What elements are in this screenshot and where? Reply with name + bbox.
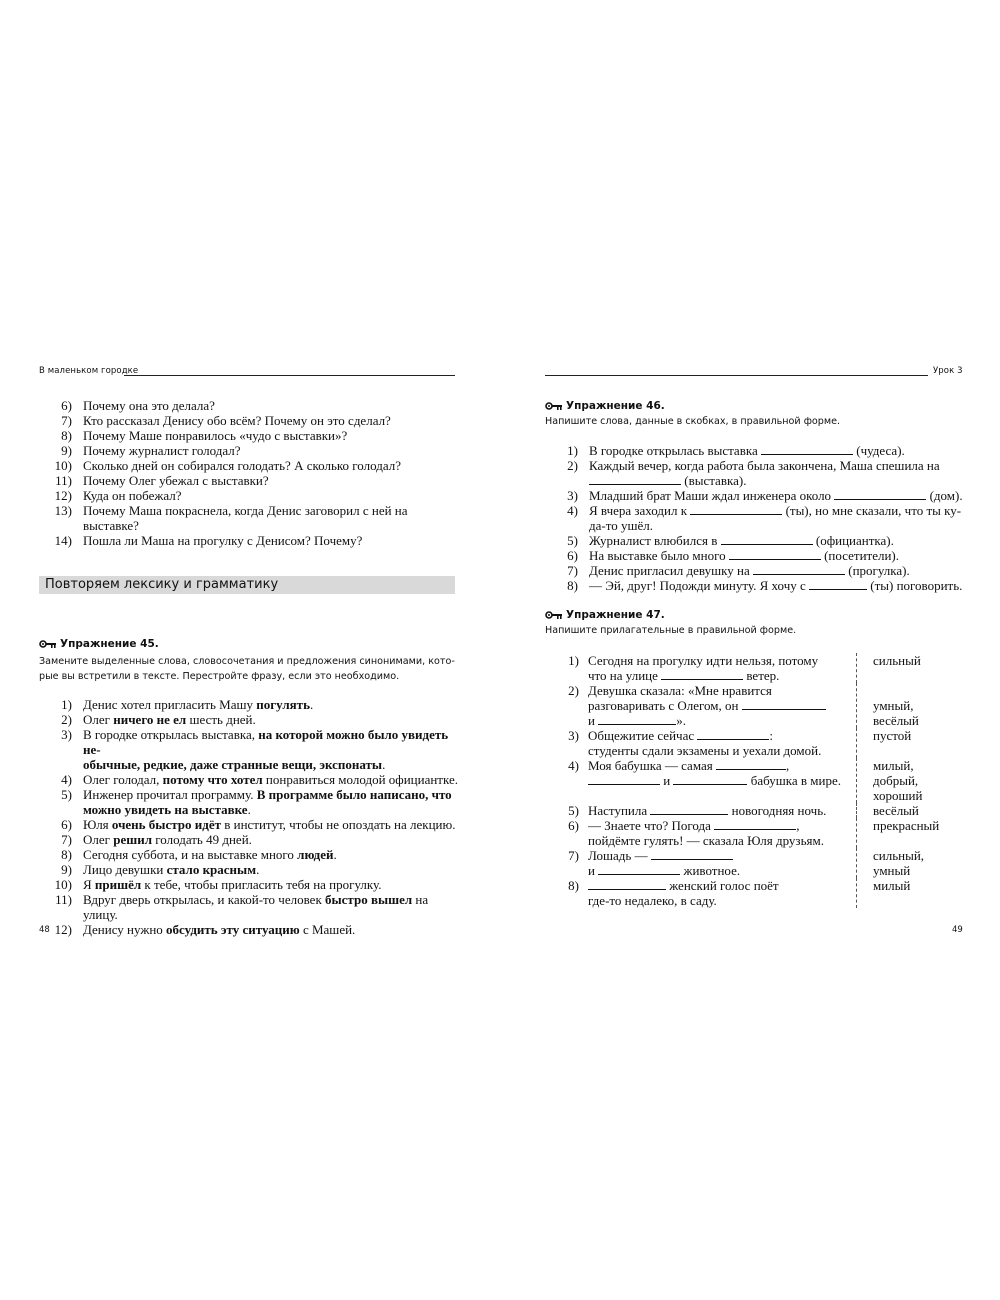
answer-blank[interactable]	[588, 878, 666, 890]
item-number: 13)	[54, 503, 72, 518]
item-number: 1)	[61, 697, 72, 712]
exercise-item	[39, 772, 459, 787]
text-run: Сегодня на прогулку идти нельзя, потому	[588, 653, 819, 668]
answer-blank[interactable]	[697, 728, 769, 740]
item-number: 5)	[61, 787, 72, 802]
exercise-item	[39, 712, 459, 727]
answer-blank[interactable]	[589, 473, 681, 485]
text-run: шесть дней.	[186, 712, 256, 727]
exercise-item	[39, 697, 459, 712]
item-number: 10)	[54, 877, 72, 892]
answer-blank[interactable]	[690, 503, 782, 515]
exercise-item	[39, 787, 459, 817]
item-number: 8)	[568, 878, 579, 893]
running-head-right: Урок 3	[933, 366, 963, 376]
key-icon	[545, 401, 563, 409]
text-run: женский голос поёт	[666, 878, 779, 893]
text-line	[588, 743, 856, 758]
highlighted-phrase: можно увидеть на выставке	[83, 802, 248, 817]
exercise-46-items	[545, 443, 970, 593]
text-run: да-то ушёл.	[589, 518, 653, 533]
text-run: Денис пригласил девушку на	[589, 563, 753, 578]
comprehension-questions	[39, 398, 459, 548]
exercise-text	[588, 728, 857, 758]
text-run: :	[769, 728, 773, 743]
question-text: Куда он побежал?	[83, 488, 182, 503]
text-run: Лошадь —	[588, 848, 651, 863]
item-number: 8)	[61, 847, 72, 862]
question-item	[39, 533, 459, 548]
instr-line: рые вы встретили в тексте. Перестройте фразу, если это необходимо.	[39, 671, 400, 682]
exercise-47-title	[545, 609, 665, 621]
answer-blank[interactable]	[714, 818, 796, 830]
item-number: 9)	[61, 443, 72, 458]
adjective-hint: сильный,	[873, 848, 925, 863]
text-line	[588, 803, 856, 818]
item-number: 8)	[61, 428, 72, 443]
exercise-row	[545, 758, 939, 803]
adjective-hint: сильный	[873, 653, 921, 668]
page-number-right: 49	[952, 925, 963, 935]
text-line	[588, 863, 856, 878]
question-text: Почему Маше понравилось «чудо с выставки»?	[83, 428, 348, 443]
exercise-45-title	[39, 638, 159, 650]
item-number: 7)	[61, 832, 72, 847]
answer-blank[interactable]	[721, 533, 813, 545]
adjective-hints	[857, 848, 940, 878]
item-number: 10)	[54, 458, 72, 473]
adjective-hint	[873, 833, 939, 848]
highlighted-phrase: потому что хотел	[162, 772, 263, 787]
text-run: ,	[796, 818, 800, 833]
item-number: 2)	[567, 458, 578, 473]
text-run: ,	[785, 758, 790, 773]
adjective-hint	[873, 743, 939, 758]
exercise-row	[545, 653, 939, 683]
text-run: На выставке было много	[589, 548, 729, 563]
item-number: 11)	[55, 892, 72, 907]
question-text: Пошла ли Маша на прогулку с Денисом? Почему?	[83, 533, 363, 548]
text-run: .	[247, 802, 251, 817]
item-number: 3)	[61, 727, 72, 742]
exercise-item	[545, 578, 970, 593]
exercise-item	[545, 503, 970, 533]
header-rule-left	[124, 375, 455, 376]
exercise-47-table	[545, 653, 939, 908]
text-run: бабушка в мире.	[747, 773, 841, 788]
question-item	[39, 488, 459, 503]
text-run: Каждый вечер, когда работа была закончена, Маша спешила на	[589, 458, 940, 473]
adjective-hint: прекрасный	[873, 818, 940, 833]
text-run: Вдруг дверь открылась, и какой-то человек	[83, 892, 326, 907]
text-run: к тебе, чтобы пригласить тебя на прогулку.	[141, 877, 382, 892]
text-line	[588, 653, 856, 668]
text-run: (чудеса).	[852, 443, 905, 458]
item-number: 7)	[567, 563, 578, 578]
text-run: .	[256, 862, 260, 877]
item-number: 6)	[61, 817, 72, 832]
question-text: Сколько дней он собирался голодать? А сколько голодал?	[83, 458, 401, 473]
text-run: Я	[83, 877, 95, 892]
exercise-item	[545, 458, 970, 488]
text-run: Наступила	[588, 803, 651, 818]
adjective-hint: весёлый	[873, 803, 919, 818]
key-icon	[39, 639, 57, 647]
exercise-item	[39, 892, 459, 922]
answer-blank[interactable]	[729, 548, 821, 560]
text-line	[588, 728, 856, 743]
text-run: (дом).	[926, 488, 963, 503]
item-number: 7)	[61, 413, 72, 428]
exercise-item	[39, 877, 459, 892]
text-run: и	[660, 773, 674, 788]
exercise-47-instructions: Напишите прилагательные в правильной форме.	[545, 625, 797, 636]
item-number: 2)	[61, 712, 72, 727]
text-run: Общежитие сейчас	[588, 728, 698, 743]
highlighted-phrase: пришёл	[94, 877, 142, 892]
answer-blank[interactable]	[598, 713, 676, 725]
text-run: с Машей.	[299, 922, 356, 937]
item-number: 2)	[568, 683, 579, 698]
text-line	[588, 758, 856, 773]
key-icon	[545, 610, 563, 618]
item-number: 6)	[567, 548, 578, 563]
text-line	[588, 698, 856, 713]
adjective-hint: весёлый	[873, 713, 919, 728]
text-run: что на улице	[588, 668, 662, 683]
item-number: 7)	[568, 848, 579, 863]
adjective-hint: хороший	[873, 788, 923, 803]
text-run: Олег	[83, 832, 114, 847]
item-number: 6)	[61, 398, 72, 413]
item-number: 9)	[61, 862, 72, 877]
item-number: 4)	[568, 758, 579, 773]
text-line	[588, 848, 856, 863]
exercise-item	[545, 533, 970, 548]
question-item	[39, 398, 459, 413]
exercise-45-label: Упражнение 45.	[60, 638, 159, 650]
text-run: Сегодня суббота, и на выставке много	[83, 847, 298, 862]
text-run: (ты), но мне сказали, что ты ку-	[782, 503, 962, 518]
text-run: Денис хотел пригласить Машу	[83, 697, 257, 712]
exercise-item	[39, 727, 459, 772]
text-run: В городке открылась выставка	[589, 443, 761, 458]
item-number: 8)	[567, 578, 578, 593]
text-run: животное.	[680, 863, 741, 878]
highlighted-phrase: очень быстро идёт	[111, 817, 221, 832]
exercise-text	[588, 803, 857, 818]
answer-blank[interactable]	[716, 758, 786, 770]
adjective-hint: умный,	[873, 698, 914, 713]
exercise-row	[545, 803, 939, 818]
adjective-hints	[857, 653, 940, 683]
exercise-item	[39, 817, 459, 832]
highlighted-phrase: В программе было написано, что	[256, 787, 452, 802]
question-text: Почему журналист голодал?	[83, 443, 241, 458]
item-number: 11)	[55, 473, 72, 488]
item-number: 3)	[567, 488, 578, 503]
item-number: 1)	[567, 443, 578, 458]
text-line	[588, 893, 856, 908]
text-run: В городке открылась выставка,	[83, 727, 259, 742]
answer-blank[interactable]	[753, 563, 845, 575]
text-run: Я вчера заходил к	[589, 503, 691, 518]
exercise-row	[545, 683, 939, 728]
exercise-text	[588, 818, 857, 848]
running-head-left: В маленьком городке	[39, 366, 139, 376]
text-run: голодать 49 дней.	[152, 832, 252, 847]
item-number: 12)	[54, 488, 72, 503]
question-item	[39, 458, 459, 473]
text-run: Юля	[83, 817, 112, 832]
highlighted-phrase: погулять	[256, 697, 310, 712]
exercise-text	[588, 683, 857, 728]
adjective-hints	[857, 803, 940, 818]
answer-blank[interactable]	[761, 443, 853, 455]
exercise-item	[545, 548, 970, 563]
text-line	[588, 818, 856, 833]
exercise-item	[39, 922, 459, 937]
highlighted-phrase: обсудить эту ситуацию	[166, 922, 300, 937]
highlighted-phrase: быстро вышел	[325, 892, 413, 907]
answer-blank[interactable]	[650, 803, 728, 815]
text-run: разговаривать с Олегом, он	[588, 698, 742, 713]
highlighted-phrase: решил	[113, 832, 152, 847]
item-number: 12)	[54, 922, 72, 937]
adjective-hints	[857, 728, 940, 758]
highlighted-phrase: ничего не ел	[113, 712, 187, 727]
text-run: и	[588, 713, 599, 728]
text-run: Лицо девушки	[83, 862, 167, 877]
text-run: новогодняя ночь.	[728, 803, 827, 818]
exercise-item	[545, 563, 970, 578]
exercise-row	[545, 728, 939, 758]
answer-blank[interactable]	[673, 773, 747, 785]
question-text: Кто рассказал Денису обо всём? Почему он это сделал?	[83, 413, 391, 428]
exercise-text	[588, 878, 857, 908]
text-run: на улицу.	[83, 892, 429, 922]
question-text: Почему Олег убежал с выставки?	[83, 473, 269, 488]
text-run: пойдёмте гулять! — сказала Юля друзьям.	[588, 833, 824, 848]
section-title: Повторяем лексику и грамматику	[39, 576, 455, 594]
exercise-45-items	[39, 697, 459, 937]
text-run: Журналист влюбился в	[589, 533, 721, 548]
adjective-hint: милый	[873, 878, 911, 893]
text-line	[588, 773, 856, 788]
question-text: Почему Маша покраснела, когда Денис заговорил с ней на выставке?	[83, 503, 408, 533]
adjective-hints	[857, 818, 940, 848]
item-number: 5)	[568, 803, 579, 818]
text-run: Олег	[83, 712, 114, 727]
item-number: 5)	[567, 533, 578, 548]
exercise-row	[545, 848, 939, 878]
adjective-hints	[857, 878, 940, 908]
text-line	[588, 683, 856, 698]
text-run: .	[382, 757, 386, 772]
exercise-text	[588, 758, 857, 803]
item-number: 4)	[61, 772, 72, 787]
text-run: в институт, чтобы не опоздать на лекцию.	[220, 817, 456, 832]
question-item	[39, 428, 459, 443]
exercise-47-label: Упражнение 47.	[566, 609, 665, 621]
right-page	[500, 0, 1000, 1300]
text-run: (выставка).	[681, 473, 747, 488]
adjective-hint: умный	[873, 863, 911, 878]
text-run: (официантка).	[812, 533, 894, 548]
adjective-hints	[857, 758, 940, 803]
exercise-46-instructions: Напишите слова, данные в скобках, в правильной форме.	[545, 416, 841, 427]
highlighted-phrase: обычные, редкие, даже странные вещи, экспонаты	[83, 757, 383, 772]
text-run: Инженер прочитал программу.	[83, 787, 257, 802]
text-run: Моя бабушка — самая	[588, 758, 716, 773]
answer-blank[interactable]	[588, 773, 660, 785]
highlighted-phrase: на которой можно было увидеть не-	[83, 727, 449, 757]
text-run: Младший брат Маши ждал инженера около	[589, 488, 835, 503]
adjective-hint	[873, 668, 939, 683]
text-run: Девушка сказала: «Мне нравится	[588, 683, 772, 698]
highlighted-phrase: стало красным	[166, 862, 257, 877]
exercise-text	[588, 848, 857, 878]
exercise-item	[545, 488, 970, 503]
exercise-46-title	[545, 400, 665, 412]
item-number: 1)	[568, 653, 579, 668]
item-number: 6)	[568, 818, 579, 833]
exercise-row	[545, 818, 939, 848]
exercise-46-label: Упражнение 46.	[566, 400, 665, 412]
text-run: (ты) поговорить.	[867, 578, 963, 593]
item-number: 3)	[568, 728, 579, 743]
adjective-hint: добрый,	[873, 773, 919, 788]
adjective-hint: пустой	[873, 728, 912, 743]
answer-blank[interactable]	[834, 488, 926, 500]
adjective-hint: милый,	[873, 758, 914, 773]
exercise-item	[39, 862, 459, 877]
answer-blank[interactable]	[742, 698, 826, 710]
text-run: (посетители).	[820, 548, 900, 563]
text-run: .	[309, 697, 314, 712]
adjective-hint	[873, 893, 939, 908]
adjective-hint	[873, 683, 939, 698]
question-item	[39, 443, 459, 458]
item-number: 14)	[54, 533, 72, 548]
header-rule-right	[545, 375, 928, 376]
text-run: — Эй, друг! Подожди минуту. Я хочу с	[589, 578, 809, 593]
answer-blank[interactable]	[809, 578, 867, 590]
text-run: студенты сдали экзамены и уехали домой.	[588, 743, 822, 758]
question-text: Почему она это делала?	[83, 398, 215, 413]
exercise-item	[545, 443, 970, 458]
text-run: Денису нужно	[83, 922, 167, 937]
question-item	[39, 473, 459, 488]
text-line	[588, 668, 856, 683]
page-number-left: 48	[39, 925, 50, 935]
answer-blank[interactable]	[661, 668, 743, 680]
question-item	[39, 413, 459, 428]
text-run: ветер.	[743, 668, 780, 683]
text-line	[588, 878, 856, 893]
exercise-text	[588, 653, 857, 683]
question-item	[39, 503, 459, 533]
text-line	[588, 713, 856, 728]
answer-blank[interactable]	[598, 863, 680, 875]
answer-blank[interactable]	[651, 848, 733, 860]
text-run: и	[588, 863, 599, 878]
text-run: понравиться молодой официантке.	[262, 772, 458, 787]
text-run: ».	[676, 713, 686, 728]
highlighted-phrase: людей	[297, 847, 334, 862]
instr-line: Замените выделенные слова, словосочетания и предложения синонимами, кото-	[39, 656, 455, 667]
adjective-hints	[857, 683, 940, 728]
text-run: (прогулка).	[845, 563, 910, 578]
exercise-item	[39, 832, 459, 847]
text-run: где-то недалеко, в саду.	[588, 893, 717, 908]
exercise-row	[545, 878, 939, 908]
exercise-item	[39, 847, 459, 862]
text-run: .	[333, 847, 337, 862]
exercise-45-instructions	[39, 654, 459, 684]
text-run: — Знаете что? Погода	[588, 818, 715, 833]
text-run: Олег голодал,	[83, 772, 163, 787]
text-line	[588, 833, 856, 848]
item-number: 4)	[567, 503, 578, 518]
